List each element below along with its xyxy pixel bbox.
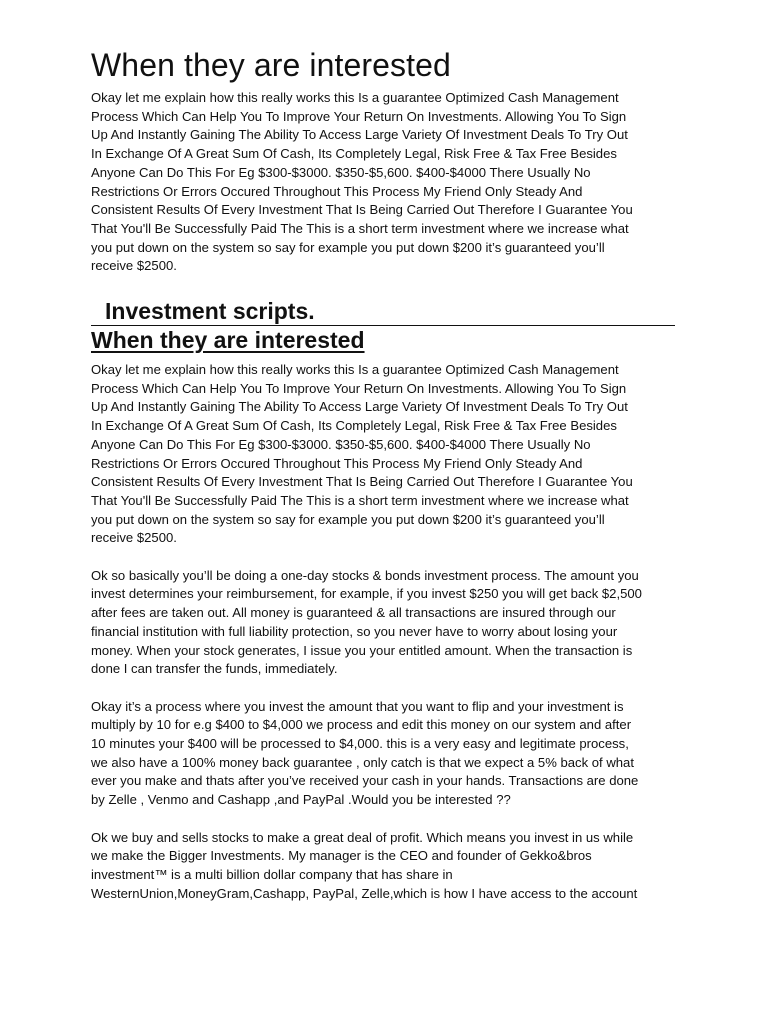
section-heading: Investment scripts.	[91, 298, 675, 326]
paragraph-gap	[91, 810, 675, 829]
document-title: When they are interested	[91, 47, 451, 83]
document-page	[91, 45, 675, 903]
section-subheading: When they are interested	[91, 327, 365, 354]
section-paragraph-3: Okay it’s a process where you invest the amount that you want to flip and your investment is multiply by 10 for e.g $400 to $4,000 we process and edit this money on our system and after 10 minutes your $400 will be processed to $4,000. this is a very easy and legitimate process, we also have a 100% money back guarantee , only catch is that we expect a 5% back of what ever you make and thats after you’ve received your cash in your hands. Transactions are done by Zelle , Venmo and Cashapp ,and PayPal .Would you be interested ??	[91, 698, 639, 808]
paragraph-gap	[91, 548, 675, 567]
section-paragraph-1: Okay let me explain how this really works this Is a guarantee Optimized Cash Management Process Which Can Help You To Improve Your Return On Investments. Allowing You To Sign Up And Instantly Gaining The Ability To Access Large Variety Of Investment Deals To Try Out In Exchange Of A Great Sum Of Cash, Its Completely Legal, Risk Free & Tax Free Besides Anyone Can Do This For Eg $300-$3000. $350-$5,600. $400-$4000 There Usually No Restrictions Or Errors Occured Throughout This Process My Friend Only Steady And Consistent Results Of Every Investment That Is Being Carried Out Therefore I Guarantee You That You'll Be Successfully Paid The This is a short term investment where we increase what you put down on the system so say for example you put down $200 it’s guaranteed you’ll receive $2500.	[91, 362, 633, 546]
section-paragraph-4: Ok we buy and sells stocks to make a great deal of profit. Which means you invest in us while we make the Bigger Investments. My manager is the CEO and founder of Gekko&bros investment™ is a multi billion dollar company that has share in WesternUnion,MoneyGram,Cashapp, PayPal, Zelle,which is how I have access to the account	[91, 829, 638, 901]
paragraph-gap	[91, 679, 675, 698]
section-paragraph-2: Ok so basically you’ll be doing a one-day stocks & bonds investment process. The amount you invest determines your reimbursement, for example, if you invest $250 you will get back $2,500 after fees are taken out. All money is guaranteed & all transactions are insured through our financial institution with full liability protection, so you never have to worry about losing your money. When your stock generates, I issue you your entitled amount. When the transaction is done I can transfer the funds, immediately.	[91, 567, 642, 677]
intro-paragraph: Okay let me explain how this really works this Is a guarantee Optimized Cash Management Process Which Can Help You To Improve Your Return On Investments. Allowing You To Sign Up And Instantly Gaining The Ability To Access Large Variety Of Investment Deals To Try Out In Exchange Of A Great Sum Of Cash, Its Completely Legal, Risk Free & Tax Free Besides Anyone Can Do This For Eg $300-$3000. $350-$5,600. $400-$4000 There Usually No Restrictions Or Errors Occured Throughout This Process My Friend Only Steady And Consistent Results Of Every Investment That Is Being Carried Out Therefore I Guarantee You That You'll Be Successfully Paid The This is a short term investment where we increase what you put down on the system so say for example you put down $200 it’s guaranteed you’ll receive $2500.	[91, 90, 633, 274]
